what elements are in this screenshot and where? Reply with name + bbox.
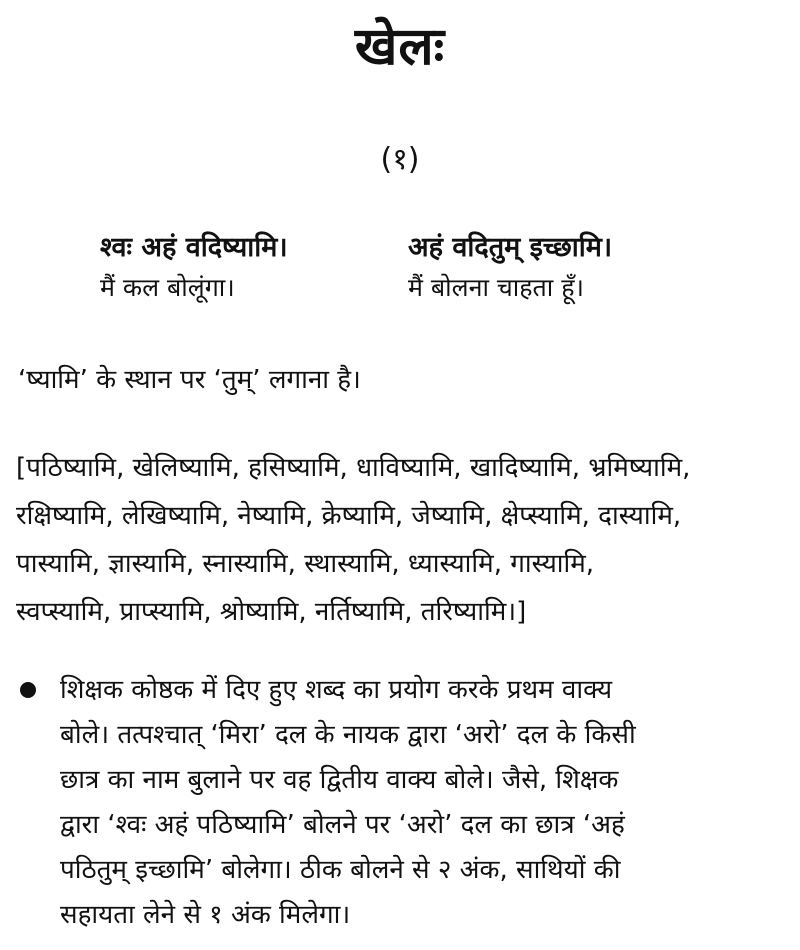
instruction-line: छात्र का नाम बुलाने पर वह द्वितीय वाक्य बोले। जैसे, शिक्षक (60, 765, 619, 795)
bullet-icon (20, 682, 36, 698)
example-hindi-future: मैं कल बोलूंगा। (100, 273, 235, 302)
example-future-tense (100, 228, 288, 308)
example-sanskrit-future: श्वः अहं वदिष्यामि। (100, 232, 288, 263)
word-list-line: [पठिष्यामि, खेलिष्यामि, हसिष्यामि, धाविष्यामि, खादिष्यामि, भ्रमिष्यामि, (16, 453, 691, 483)
example-sanskrit-infinitive: अहं वदितुम् इच्छामि। (408, 232, 613, 263)
instruction-text (60, 668, 790, 938)
instruction-line: द्वारा ‘श्वः अहं पठिष्यामि’ बोलने पर ‘अरो’ दल का छात्र ‘अहं (60, 810, 625, 840)
word-list-line: पास्यामि, ज्ञास्यामि, स्नास्यामि, स्थास्यामि, ध्यास्यामि, गास्यामि, (16, 549, 595, 579)
example-infinitive (408, 228, 612, 308)
word-list-line: स्वप्स्यामि, प्राप्स्यामि, श्रोष्यामि, नर्तिष्यामि, तरिष्यामि।] (16, 597, 527, 627)
instruction-line: सहायता लेने से १ अंक मिलेगा। (60, 900, 351, 930)
rule-text: ‘ष्यामि’ के स्थान पर ‘तुम्’ लगाना है। (18, 365, 361, 395)
instruction-line: बोले। तत्पश्चात् ‘मिरा’ दल के नायक द्वारा ‘अरो’ दल के किसी (60, 720, 636, 750)
page-title: खेलः (354, 17, 446, 77)
word-list-line: रक्षिष्यामि, लेखिष्यामि, नेष्यामि, क्रेष्यामि, जेष्यामि, क्षेप्स्यामि, दास्यामि, (16, 501, 682, 531)
instruction-line: पठितुम् इच्छामि’ बोलेगा। ठीक बोलने से २ अंक, साथियों की (60, 855, 621, 885)
instruction-line: शिक्षक कोष्ठक में दिए हुए शब्द का प्रयोग करके प्रथम वाक्य (60, 675, 613, 705)
example-hindi-infinitive: मैं बोलना चाहता हूँ। (408, 273, 584, 302)
word-list (16, 444, 786, 636)
section-number: (१) (380, 142, 420, 177)
